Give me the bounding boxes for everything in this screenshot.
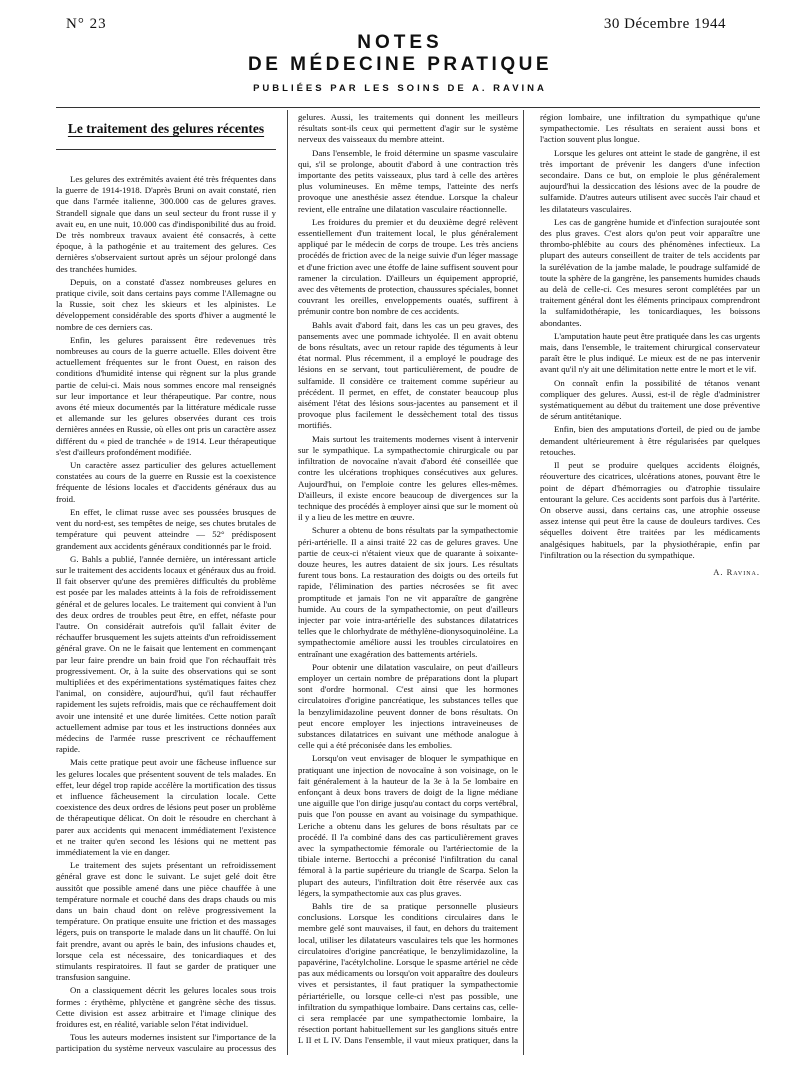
author-signature: A. Ravina. — [713, 566, 760, 577]
article-paragraph: Les gelures des extrémités avaient été très fréquentes dans la guerre de 1914-1918. D'après Bruni on avait constaté, rien que dans l'armée italienne, 300.000 cas de gelures graves. Strandell signale que dans un seul secteur du front russe il y avait eu, en une nuit, 10.000 cas d'indisponibilité dus au froid. De très nombreux travaux avaient été consacrés, à cette époque, à la pathogénie et au traitement des gelures. Ces dernières s'observaient surtout après un séjour prolongé dans des tranchées humides. — [56, 174, 276, 274]
article-paragraph: Lorsque les gelures ont atteint le stade de gangrène, il est très important de prévenir les dangers d'une infection secondaire. Dans ce but, on emploie le plus généralement aujourd'hui la dessiccation des lésions avec de la poudre de sulfamide. D'autres auteurs utilisent avec succès l'air chaud et les dilatateurs vasculaires. — [540, 147, 760, 214]
article-paragraph: Bahls avait d'abord fait, dans les cas un peu graves, des pansements avec une pommade ichtyolée. Il en avait obtenu de bons résultats, avec un retour rapide des téguments à leur état normal. Plus récemment, il a employé le poudrage des lésions en se servant, tout particulièrement, de poudre de sulfamide. Il considère ce traitement comme supérieur au précédent. Il permet, en effet, de constater beaucoup plus aisément l'état des lésions sous-jacentes au pansement et il provoque plus facilement le dessèchement total des tissus mortifiés. — [298, 319, 518, 431]
article-paragraph: On a classiquement décrit les gelures locales sous trois formes : érythème, phlyctène et gangrène sèche des tissus. Cette division est assez arbitraire et l'image clinique des froidures est, en réalité, variable selon l'état individuel. — [56, 985, 276, 1030]
article-paragraph: Depuis, on a constaté d'assez nombreuses gelures en pratique civile, soit dans certains pays comme l'Allemagne ou la Russie, soit chez les skieurs et les alpinistes. Le développement considérable des sports d'hiver a augmenté le nombre de ces derniers cas. — [56, 276, 276, 332]
article-paragraph: Les froidures du premier et du deuxième degré relèvent essentiellement d'un traitement local, le plus généralement appliqué par le médecin de corps de troupe. Les très anciens procédés de friction avec de la neige suivie d'un léger massage et d'une friction avec une étoffe de laine suffisent souvent pour ramener la circulation. D'ailleurs un équipement approprié, avec des vêtements de protection, chaussures spéciales, bonnet couvrant les oreilles, enveloppements ouatés, suffirent à prémunir contre bon nombre de ces accidents. — [298, 216, 518, 317]
article-paragraph: Pour obtenir une dilatation vasculaire, on peut d'ailleurs employer un certain nombre de préparations dont la plupart sont d'ordre hormonal. C'est ainsi que les hormones circulatoires d'origine pancréatique, les substances telles que la benzylimidazoline peuvent donner de bons résultats. On peut encore employer les injections intraveineuses de substances dilatatrices en suivant une méthode analogue à celle qui a été préconisée dans les embolies. — [298, 661, 518, 751]
article-paragraph: Un caractère assez particulier des gelures actuellement constatées au cours de la guerre en Russie est la coexistence fréquente de lésions locales et d'accidents généraux dus au froid. — [56, 460, 276, 504]
article-paragraph: Enfin, bien des amputations d'orteil, de pied ou de jambe demandent ultérieurement à être régularisées par quelques retouches. — [540, 424, 760, 457]
masthead-subtitle: PUBLIÉES PAR LES SOINS DE A. RAVINA — [253, 83, 547, 94]
article-title: Le traitement des gelures récentes — [67, 121, 265, 136]
article-paragraph: Il peut se produire quelques accidents éloignés, réouverture des cicatrices, ulcérations atones, pouvant être le point de départ d'hémorragies ou d'atrophie tissulaire entourant la gelure. Ces accidents sont parfois dus à l'artérite. On observe aussi, dans certains cas, une atrophie osseuse assez intense qui peut être la cause de douleurs tardives. Ces séquelles doivent être traitées par les médicaments analgésiques habituels, par la physiothérapie, enfin par l'infiltration ou la résection du sympathique. — [540, 460, 760, 560]
article-paragraph: Tous les auteurs modernes insistent sur l'importance de la participation du système nerveux vasculaire au processus des gelures. Aussi, les traitements qui donnent les meilleurs résultats sont-ils ceux qui permettent d'agir sur le système nerveux des vaisseaux du membre atteint. — [56, 112, 518, 1054]
issue-number: N° 23 — [66, 16, 107, 32]
article-paragraph: On connaît enfin la possibilité de tétanos venant compliquer des gelures. Aussi, est-il de règle d'administrer systématiquement au début du traitement une dose préventive de sérum antitétanique. — [540, 377, 760, 422]
article-paragraph: Lorsqu'on veut envisager de bloquer le sympathique en pratiquant une injection de novocaïne à son voisinage, on le fait généralement à la hauteur de la 3e à la 5e lombaire en enfonçant à deux bons travers de doigt de la ligne médiane une aiguille que l'on dirige jusqu'au contact du corps vertébral, puis que l'on pousse en avant au voisinage du sympathique. Leriche a obtenu dans les gelures de bons résultats par ce procédé. Il l'a combiné dans des cas particulièrement graves avec la sympathectomie fémorale ou l'artériectomie de la tibiale interne. Bertocchi a préconisé l'infiltration du canal fémoral à la partie supérieure du triangle de Scarpa. Selon la plupart des auteurs, l'infiltration doit être réservée aux cas légers, la sympathectomie aux cas plus graves. — [298, 753, 518, 898]
article-paragraph: Le traitement des sujets présentant un refroidissement général grave est donc le suivant. Le sujet gelé doit être aussitôt que possible amené dans une pièce chauffée à une température normale et couché dans des draps chauds ou mis dans un bain chaud dont on relève progressivement la température. On pratique ensuite une friction et des massages légers, puis on transporte le malade dans un lit chauffé. On lui fait prendre, avant ou après le bain, des infusions chaudes et, lorsque cela est nécessaire, des tonicardiaques et des stimulants respiratoires. Il faut se garder de pratiquer une transfusion sanguine. — [56, 860, 276, 983]
article-paragraph: L'amputation haute peut être pratiquée dans les cas urgents mais, dans l'ensemble, le traitement chirurgical conservateur paraît être le plus indiqué. Le mieux est de ne pas intervenir avant qu'il n'y ait une délimitation nette entre le mort et le vif. — [540, 330, 760, 375]
article-paragraph: En effet, le climat russe avec ses poussées brusques de vent du nord-est, ses tempêtes de neige, ses chutes brutales de température qui peuvent atteindre — 52° prédisposent grandement aux accidents généraux conditionnés par le froid. — [56, 506, 276, 551]
article-paragraph: G. Bahls a publié, l'année dernière, un intéressant article sur le traitement des accidents locaux et généraux dus au froid. Il fait observer qu'une des premières difficultés du problème est posée par les malades atteints à la fois de refroidissement général et de gelures locales. Le traitement qui convient à l'un des deux ordres de troubles peut être, en effet, néfaste pour l'autre. On considérait autrefois qu'il fallait éviter de réchauffer brusquement les sujets atteints d'un refroidissement général grave. On ne le faisait que lentement en commençant par leur faire prendre un bain froid que l'on réchauffait très progressivement. Or, à la suite des observations qui se sont multipliées et des expérimentations systématiques faites chez l'animal, on considère, aujourd'hui, qu'il faut réchauffer rapidement les sujets refroidis, mais que ce réchauffement doit avoir une intensité et une durée limitées. Cette notion paraît actuellement admise par tous et les instructions données aux médecins de l'armée russe prescrivent ce réchauffement rapide. — [56, 553, 276, 755]
article-paragraph: Mais cette pratique peut avoir une fâcheuse influence sur les gelures locales que présentent souvent de tels malades. En effet, leur dégel trop rapide accélère la mortification des tissus et influence fâcheusement la circulation locale. Cette coexistence des deux ordres de lésions peut poser un problème de thérapeutique délicat. On doit le résoudre en cherchant à parer aux accidents qui menacent immédiatement l'existence et ne traiter qu'en second les lésions qui ne mettent pas immédiatement la vie en danger. — [56, 757, 276, 857]
masthead-title-line2: DE MÉDECINE PRATIQUE — [247, 54, 552, 75]
masthead-title-line1: NOTES — [357, 32, 443, 53]
article-paragraph: Bahls tire de sa pratique personnelle plusieurs conclusions. Lorsque les conditions circulaires dans le membre gelé sont mauvaises, il faut, en dehors du traitement local, utiliser les dilatateurs vasculaires tels que les hormones circulatoires d'origine pancréatique, le benzylimidazoline, la papavérine, l'acétylcholine. Lorsque le spasme artériel ne cède pas aux médicaments ou lorsqu'on voit apparaître des douleurs vives et persistantes, il faut pratiquer la sympathectomie périartérielle, ou lorsque celle-ci n'est pas possible, une infiltration du sympathique lombaire. Dans certains cas, celle-ci sera remplacée par une sympathectomie lombaire, la résection portant habituellement sur les ganglions situés entre L II et L IV. Dans l'ensemble, il vaut mieux pratiquer, dans la région lombaire, une infiltration du sympathique qu'une sympathectomie. Les résultats en seraient aussi bons et l'action souvent plus longue. — [298, 112, 760, 1046]
article-paragraph: Dans l'ensemble, le froid détermine un spasme vasculaire qui, s'il se prolonge, aboutit d'abord à une contraction très importante des petits vaisseaux, plus tard à celle des artères plus volumineuses. En même temps, l'atteinte des nerfs provoque une anesthésie assez étendue. Lorsque la chaleur revient, elle entraîne une dilatation vasculaire réactionnelle. — [298, 147, 518, 214]
article-paragraph: Mais surtout les traitements modernes visent à intervenir sur le sympathique. La sympathectomie chirurgicale ou par infiltration de novocaïne n'avait d'abord été conseillée que contre les ulcérations trophiques consécutives aux gelures. Aujourd'hui, on l'emploie contre les gelures elles-mêmes. D'ailleurs, il existe encore beaucoup de divergences sur la technique des procédés à employer ainsi que sur le moment où il y a lieu de les mettre en œuvre. — [298, 433, 518, 523]
issue-date: 30 Décembre 1944 — [603, 16, 726, 32]
header-rule — [56, 107, 760, 108]
article-paragraphs — [56, 112, 760, 1057]
article-paragraph: Schurer a obtenu de bons résultats par la sympathectomie péri-artérielle. Il a ainsi traité 22 cas de gelures graves. Une partie de ceux-ci n'étaient vieux que de quarante à soixante-douze heures, les autres dataient de six jours. Les résultats furent tous bons. La restauration des doigts ou des orteils fut rapide, l'élimination des parties nécrosées se fit avec promptitude et jamais l'on ne vit apparaître de gangrène humide. Au cours de la sympathectomie, on peut d'ailleurs injecter par voie intra-artérielle des substances dilatatrices telles que le chlorhydrate de méthylène-dionysoquinoléine. La sympathectomie améliore aussi les troubles circulatoires en entraînant une exagération des battements artériels. — [298, 525, 518, 659]
article-body — [56, 112, 760, 1057]
article-paragraph: Enfin, les gelures paraissent être redevenues très nombreuses au cours de la guerre actuelle. Elles doivent être actuellement fréquentes sur le front Ouest, en raison des conditions d'humidité intense qui règnent sur la plus grande partie de celui-ci. Mais nous sommes encore mal renseignés sur leur importance et leur thérapeutique. Par contre, nous avons été mieux documentés par la littérature médicale russe et allemande sur les gelures observées durant ces trois dernières années en Russie, où elles ont pris un caractère assez différent du « pied de tranchée » de 1914. Leur thérapeutique s'est d'ailleurs profondément modifiée. — [56, 334, 276, 457]
article-paragraph: Les cas de gangrène humide et d'infection surajoutée sont des plus graves. C'est alors qu'on peut voir apparaître une thrombo-phlébite au cours des phénomènes infectieux. La plupart des auteurs conseillent de traiter de tels accidents par la surélévation de la jambe malade, le poudrage sulfamidé de toute la sphère de la gangrène, les pansements humides chauds au delà de celle-ci. Ces mesures seront complétées par un traitement général dont les éléments principaux comprendront la sulfamidothérapie, les tonicardiaques, les boissons abondantes. — [540, 216, 760, 328]
title-rule — [56, 149, 276, 150]
masthead — [0, 32, 800, 96]
